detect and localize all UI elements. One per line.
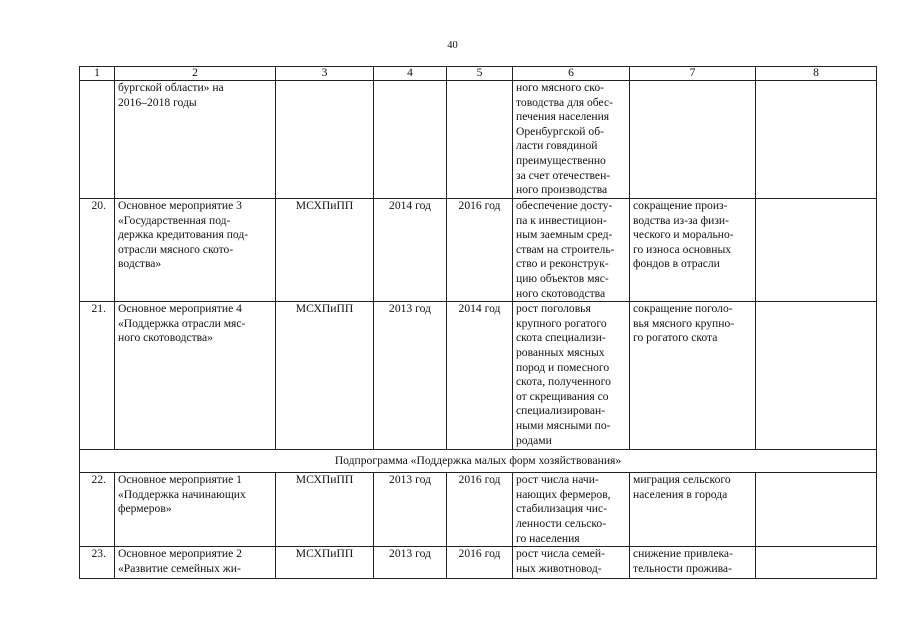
end-year: 2014 год bbox=[447, 302, 513, 450]
executor: МСХПиПП bbox=[276, 473, 374, 547]
end-year: 2016 год bbox=[447, 473, 513, 547]
table-row bbox=[80, 473, 877, 547]
expected-result: обеспечение досту- па к инвестицион- ным заемным сред- ствам на строитель- ство и реконструк- цию объектов мяс- ного скотоводства bbox=[513, 199, 630, 302]
start-year bbox=[374, 81, 447, 199]
start-year: 2013 год bbox=[374, 473, 447, 547]
indicator-link bbox=[756, 302, 877, 450]
indicator-link bbox=[756, 547, 877, 579]
expected-result: рост поголовья крупного рогатого скота специализи- рованных мясных пород и помесного скота, полученного от скрещивания со специализирован- ными мясными по- родами bbox=[513, 302, 630, 450]
page-number: 40 bbox=[447, 40, 458, 51]
non-implementation-consequence: сокращение произ- водства из-за физи- ческого и морально- го износа основных фондов в отрасли bbox=[630, 199, 756, 302]
indicator-link bbox=[756, 473, 877, 547]
table-row bbox=[80, 81, 877, 199]
measures-table bbox=[79, 66, 877, 579]
table-row bbox=[80, 547, 877, 579]
column-header: 3 bbox=[276, 67, 374, 81]
column-header: 8 bbox=[756, 67, 877, 81]
measure-name: Основное мероприятие 2 «Развитие семейных жи- bbox=[115, 547, 276, 579]
subprogram-title: Подпрограмма «Поддержка малых форм хозяйствования» bbox=[80, 450, 877, 473]
measure-name: Основное мероприятие 1 «Поддержка начинающих фермеров» bbox=[115, 473, 276, 547]
table-row bbox=[80, 199, 877, 302]
column-header: 7 bbox=[630, 67, 756, 81]
table-row bbox=[80, 302, 877, 450]
indicator-link bbox=[756, 199, 877, 302]
end-year bbox=[447, 81, 513, 199]
start-year: 2013 год bbox=[374, 547, 447, 579]
column-header: 1 bbox=[80, 67, 115, 81]
indicator-link bbox=[756, 81, 877, 199]
column-header: 5 bbox=[447, 67, 513, 81]
executor: МСХПиПП bbox=[276, 547, 374, 579]
measure-name: Основное мероприятие 4 «Поддержка отрасли мяс- ного скотоводства» bbox=[115, 302, 276, 450]
column-header: 6 bbox=[513, 67, 630, 81]
row-number: 22. bbox=[80, 473, 115, 547]
non-implementation-consequence: сокращение поголо- вья мясного крупно- го рогатого скота bbox=[630, 302, 756, 450]
row-number: 21. bbox=[80, 302, 115, 450]
subprogram-row bbox=[80, 450, 877, 473]
column-header: 4 bbox=[374, 67, 447, 81]
non-implementation-consequence: миграция сельского населения в города bbox=[630, 473, 756, 547]
start-year: 2014 год bbox=[374, 199, 447, 302]
measure-name: бургской области» на 2016–2018 годы bbox=[115, 81, 276, 199]
column-number-header-row bbox=[80, 67, 877, 81]
non-implementation-consequence: снижение привлека- тельности прожива- bbox=[630, 547, 756, 579]
end-year: 2016 год bbox=[447, 199, 513, 302]
expected-result: ного мясного ско- товодства для обес- печения населения Оренбургской об- ласти говядиной преимущественно за счет отечествен- ного производства bbox=[513, 81, 630, 199]
measure-name: Основное мероприятие 3 «Государственная под- держка кредитования под- отрасли мясного ското- водства» bbox=[115, 199, 276, 302]
row-number: 23. bbox=[80, 547, 115, 579]
expected-result: рост числа начи- нающих фермеров, стабилизация чис- ленности сельско- го населения bbox=[513, 473, 630, 547]
executor bbox=[276, 81, 374, 199]
row-number: 20. bbox=[80, 199, 115, 302]
row-number bbox=[80, 81, 115, 199]
start-year: 2013 год bbox=[374, 302, 447, 450]
executor: МСХПиПП bbox=[276, 199, 374, 302]
executor: МСХПиПП bbox=[276, 302, 374, 450]
column-header: 2 bbox=[115, 67, 276, 81]
non-implementation-consequence bbox=[630, 81, 756, 199]
expected-result: рост числа семей- ных животновод- bbox=[513, 547, 630, 579]
end-year: 2016 год bbox=[447, 547, 513, 579]
